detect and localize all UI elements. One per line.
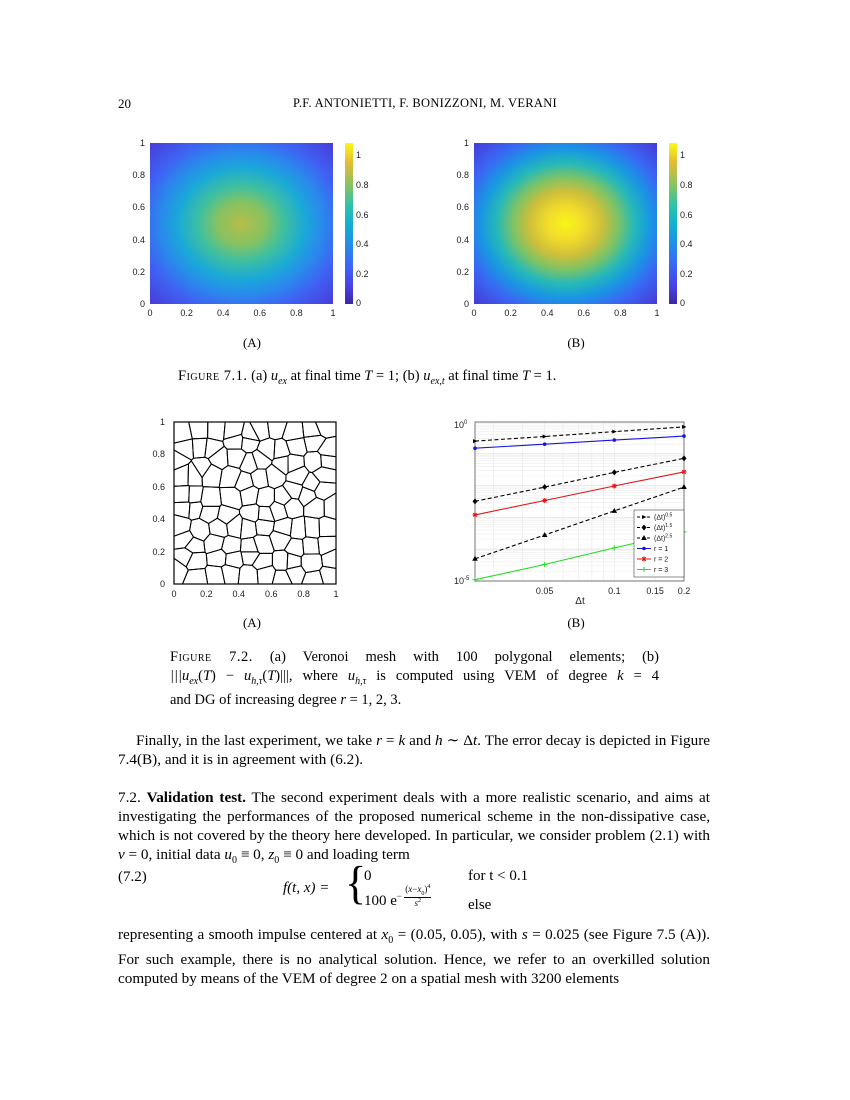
mesh-domain	[174, 422, 336, 584]
heatmap-a-field	[150, 143, 333, 304]
voronoi-mesh-plot	[125, 414, 355, 604]
data-point	[542, 498, 547, 503]
series--t-0-5	[473, 425, 687, 443]
section-number: 7.2.	[118, 789, 141, 806]
data-point	[642, 557, 647, 562]
colorbar-tick: 0.4	[356, 239, 369, 249]
y-tick-top	[454, 420, 468, 430]
data-point	[473, 446, 477, 450]
legend	[634, 510, 684, 577]
y-tick: 0.8	[456, 170, 469, 180]
colorbar-tick: 1	[356, 150, 362, 160]
x-ticks	[536, 586, 690, 596]
data-point	[543, 434, 548, 438]
caption-line: and DG of increasing degree	[170, 691, 337, 708]
y-tick: 0.6	[152, 482, 165, 492]
data-point	[542, 484, 547, 490]
equation-case1-value: 0	[364, 868, 372, 884]
caption-math: |||u	[170, 668, 190, 684]
legend-label: $(\Delta t)^{0.5}$	[654, 512, 673, 522]
x-tick: 1	[333, 589, 339, 599]
caption-prefix: Figure 7.1.	[178, 368, 248, 384]
x-tick: 0.8	[290, 308, 303, 318]
caption-part: = 1.	[530, 368, 557, 384]
y-tick: 0.2	[132, 267, 145, 277]
data-point	[612, 484, 617, 489]
series-line	[475, 458, 684, 501]
section-title: Validation test.	[146, 789, 246, 806]
series-r-1	[473, 434, 686, 450]
heatmap-b-field	[474, 143, 657, 304]
text: ≡ 0 and loading term	[279, 846, 410, 863]
x-tick: 0.4	[540, 308, 554, 318]
y-tick-bottom	[454, 576, 470, 586]
fig71-panel-b-label: (B)	[567, 335, 585, 350]
x-tick: 1	[330, 308, 336, 318]
page-number: 20	[118, 96, 131, 111]
x-tick: 0	[147, 308, 153, 318]
caption-math: T	[364, 368, 373, 384]
y-tick: 0	[139, 299, 145, 309]
y-tick-label: 10	[454, 576, 465, 586]
text: ≡ 0,	[237, 846, 265, 863]
y-tick: 0	[159, 579, 165, 589]
caption-sub: ex,t	[430, 375, 445, 387]
colorbar-a	[345, 143, 353, 304]
caption-math: u	[423, 368, 431, 384]
equation-lhs: f(t, x) =	[283, 880, 330, 896]
data-point	[542, 562, 547, 567]
x-tick: 1	[654, 308, 660, 318]
text: (A)). For such example, there is no analytical solution. Hence, we refer to an overkilled	[118, 926, 711, 969]
legend-label: $(\Delta t)^{2.5}$	[654, 533, 673, 543]
caption-part: (a)	[251, 368, 268, 384]
caption-part: at final time	[448, 368, 519, 384]
x-tick: 0.4	[216, 308, 230, 318]
legend-label: r = 3	[654, 567, 669, 574]
fig72-panel-a-label: (A)	[242, 615, 262, 630]
series-line	[475, 436, 684, 448]
colorbar-tick: 0.6	[356, 210, 369, 220]
colorbar-b	[669, 143, 677, 304]
caption-line: is computed using VEM of degree	[376, 668, 608, 684]
x-tick: 0.6	[253, 308, 267, 318]
y-tick: 1	[139, 138, 145, 148]
data-point	[473, 577, 478, 582]
colorbar-tick: 0.8	[680, 180, 693, 190]
y-tick: 0.8	[132, 170, 145, 180]
heatmap-b	[449, 136, 693, 320]
section-validation-test: 7.2. Validation test. The second experiment deals with a more realistic scenario, and aims at investigating the performances of the proposed numerical scheme in the non-dissipative case, which is not covered by the theory here developed. In particular, we consider problem (2.1) with ν = 0, initial data $u_0 \equiv 0$, $z_0 \equiv 0$ and loading term	[118, 789, 710, 867]
y-tick-exponent: -5	[464, 576, 470, 582]
x-tick: 0.2	[180, 308, 193, 318]
data-point	[542, 532, 548, 537]
caption-part: at final time	[290, 368, 361, 384]
colorbar-tick: 0	[680, 298, 686, 308]
legend-label: $(\Delta t)^{1.5}$	[654, 523, 673, 532]
x-tick: 0.8	[297, 589, 310, 599]
y-tick: 1	[463, 138, 469, 148]
x-tick: 0.2	[200, 589, 213, 599]
math: z	[268, 846, 275, 863]
x-tick-label: 0.05	[535, 586, 554, 596]
equation-case1-condition: for t < 0.1	[468, 868, 529, 884]
equation-brace: {	[345, 857, 367, 910]
y-tick: 0.8	[152, 449, 165, 459]
x-tick: 0.6	[577, 308, 591, 318]
y-tick: 1	[159, 417, 165, 427]
paragraph-impulse: representing a smooth impulse centered at $x_0 = (0.05$, 0.05), with s = 0.025 (see Figure 7.5 (A)). For such example, there is no analytical solution. Hence, we refer to an overkilled solution computed by means of the VEM of degree 2 on a spatial mesh with 3200 elements	[118, 926, 711, 988]
x-tick: 0.2	[504, 308, 517, 318]
text: Finally, in the last experiment, we take	[136, 732, 373, 749]
data-point	[612, 545, 617, 550]
equation-label: (7.2)	[118, 869, 147, 885]
x-tick-label: 0.2	[677, 586, 691, 596]
x-tick: 0.6	[264, 589, 278, 599]
equation-exponent: − $\frac{(x-x_0)^4}{s^2}$	[396, 884, 431, 908]
colorbar-tick: 0	[356, 298, 362, 308]
y-tick: 0	[463, 299, 469, 309]
legend-label: r = 2	[654, 556, 669, 564]
colorbar-tick: 0.2	[356, 269, 369, 279]
data-point	[682, 434, 686, 438]
data-point	[473, 498, 478, 504]
fig72-panel-b-label: (B)	[567, 615, 585, 630]
colorbar-tick: 0.8	[356, 180, 369, 190]
colorbar-tick: 0.6	[680, 210, 693, 220]
fig72-caption: Figure 7.2. (a) Veronoi mesh with 100 polygonal elements; (b) $|||u_{ex}(T) - u_{h,\tau}(T)|||$, where $u_{h,\tau}$ is computed using VEM of degree k = 4 and DG of increasing degree r = 1, 2, 3.	[170, 649, 659, 708]
equation-case2-base: 100 e	[364, 893, 397, 909]
colorbar-tick: 0.2	[680, 269, 693, 279]
caption-line: (a) Veronoi mesh with 100 polygonal elements; (b)	[269, 649, 659, 665]
y-tick: 0.2	[456, 267, 469, 277]
y-tick: 0.6	[132, 202, 145, 212]
caption-part: = 1; (b)	[372, 368, 424, 384]
text: = 0.025 (see Figure 7.5	[532, 926, 676, 943]
data-point	[612, 508, 618, 513]
y-tick: 0.2	[152, 547, 165, 557]
x-tick-label: 0.1	[608, 586, 621, 596]
y-tick: 0.4	[456, 235, 469, 245]
x-axis-label: Δt	[575, 596, 585, 607]
y-tick: 0.4	[132, 235, 145, 245]
y-tick-label: 10	[454, 420, 465, 430]
y-tick: 0.6	[456, 202, 469, 212]
data-point	[543, 442, 547, 446]
math: ν	[118, 846, 125, 863]
data-point	[642, 547, 646, 551]
running-header: P.F. ANTONIETTI, F. BONIZZONI, M. VERANI	[292, 96, 558, 110]
fig71-caption	[178, 368, 556, 387]
series-line	[475, 472, 684, 515]
data-point	[681, 484, 687, 489]
colorbar-tick: 1	[680, 150, 686, 160]
x-tick: 0.8	[614, 308, 627, 318]
heatmap-a	[125, 136, 369, 320]
section-text: The second experiment deals with a more realistic scenario, and aims at investigating the performances of the proposed numerical scheme in the non-dissipative case, which is not covered by the theory here developed. In particular, we consider problem (2.1) with	[118, 789, 710, 844]
data-point	[473, 512, 478, 517]
caption-prefix: Figure 7.2.	[170, 649, 253, 665]
equation-case2-value	[364, 884, 431, 917]
text: = (0.05, 0.05), with	[397, 926, 518, 943]
colorbar-tick: 0.4	[680, 239, 693, 249]
data-point	[682, 455, 687, 461]
x-tick-label: 0.15	[646, 586, 664, 596]
fig71-panel-a-label: (A)	[242, 335, 262, 350]
data-point	[613, 438, 617, 442]
y-tick: 0.4	[152, 514, 165, 524]
text: = 0, initial data	[124, 846, 221, 863]
text: solution computed by means of the VEM of degree 2 on a spatial mesh with 3200 elements	[118, 951, 710, 988]
x-tick: 0.4	[232, 589, 246, 599]
text: and	[409, 732, 432, 749]
x-tick: 0	[471, 308, 477, 318]
text: representing a smooth impulse centered at	[118, 926, 378, 943]
legend-label: r = 1	[654, 546, 669, 553]
x-tick: 0	[171, 589, 177, 599]
math: u	[224, 846, 233, 863]
convergence-plot	[440, 414, 700, 610]
caption-math: u	[270, 368, 279, 384]
data-point	[682, 469, 687, 474]
text: . The error decay is depicted in Figure 7.4(B), and it is in agreement with (6.2).	[118, 732, 710, 768]
y-tick-exponent: 0	[464, 420, 468, 426]
paragraph-final-experiment: Finally, in the last experiment, we take r = k and h ∼ Δt. The error decay is depicted in Figure 7.4(B), and it is in agreement with (6.2).	[118, 732, 710, 768]
caption-sub: ex	[278, 375, 287, 387]
equation-case2-condition: else	[468, 897, 492, 913]
caption-math: T	[521, 368, 531, 384]
